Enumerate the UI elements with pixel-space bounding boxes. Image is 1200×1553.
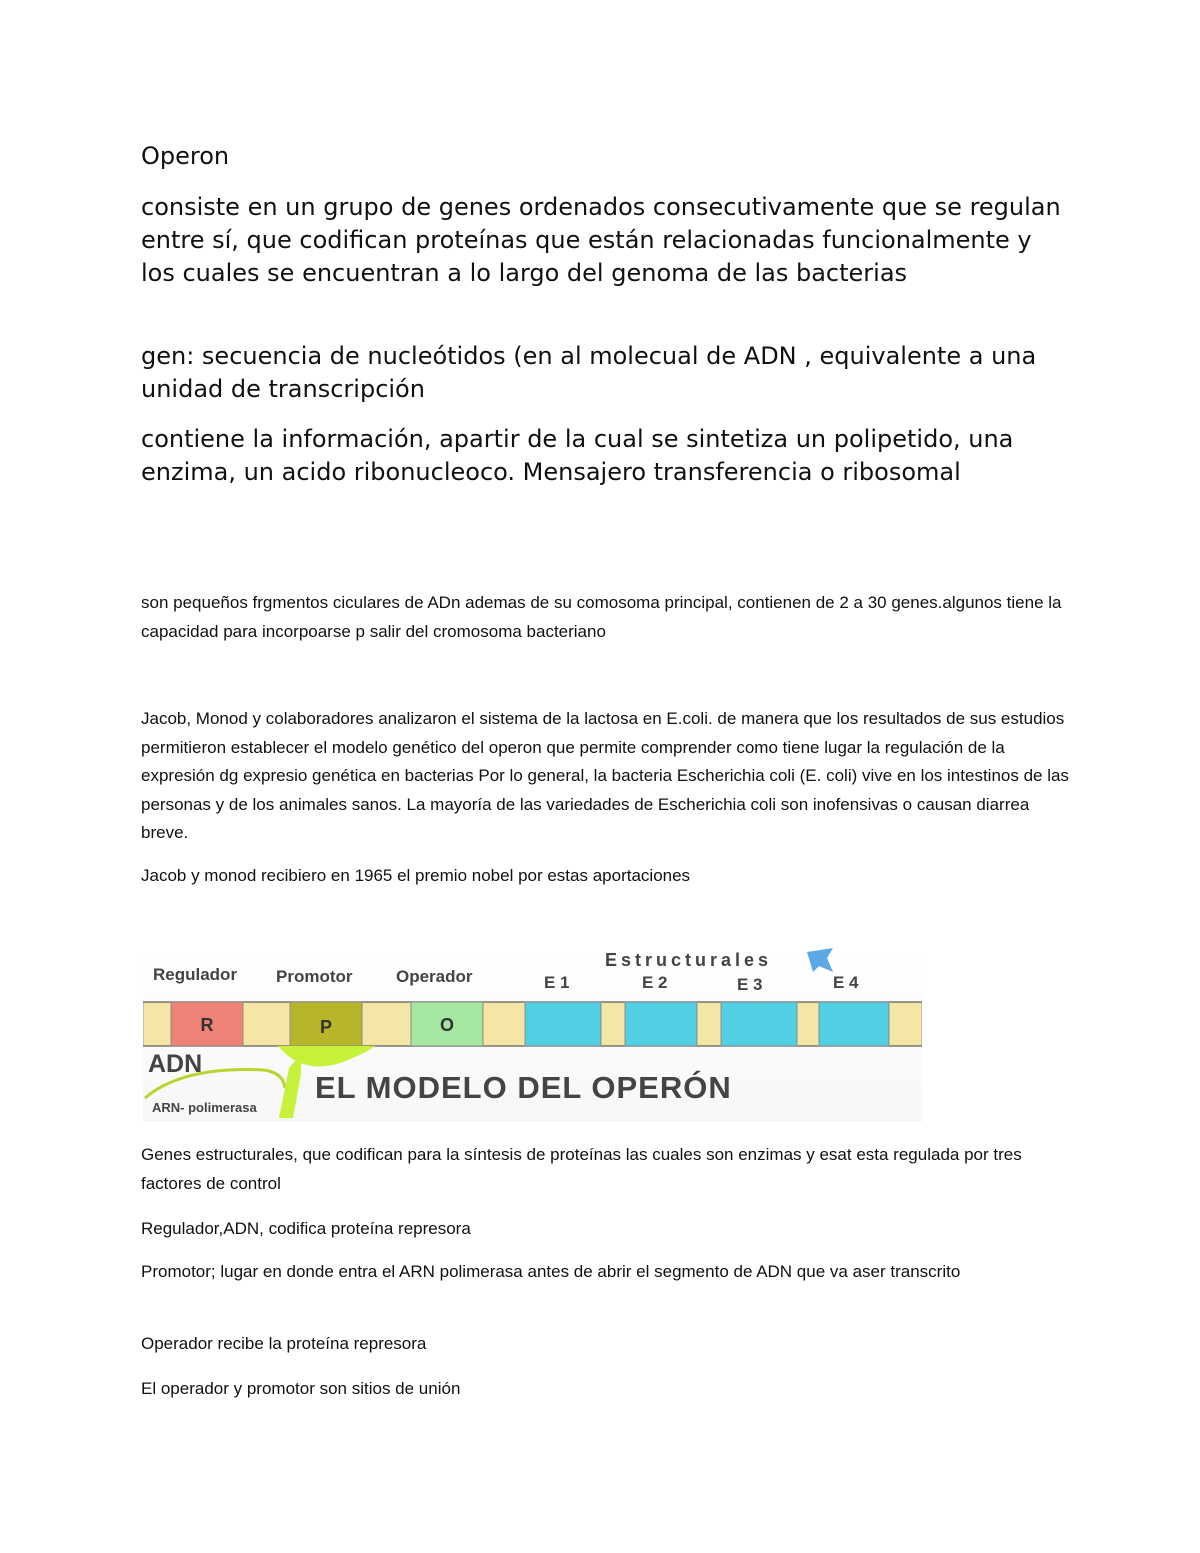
polimerasa-arrow-icon [279, 1054, 301, 1118]
label-adn: ADN [148, 1050, 203, 1078]
operon-diagram [143, 948, 922, 1122]
diagram-title: EL MODELO DEL OPERÓN [315, 1070, 732, 1105]
label-e4: E 4 [833, 973, 859, 992]
label-e1: E 1 [544, 973, 570, 992]
paragraph-intro: consiste en un grupo de genes ordenados consecutivamente que se regulan entre sí, que codifican proteínas que están relacionadas funcionalmente y los cuales se encuentran a lo largo del genoma de las bacterias [141, 193, 1061, 287]
gen-e4-box [819, 1002, 889, 1046]
gen-e1-box [525, 1002, 601, 1046]
paragraph-plasmids: son pequeños frgmentos ciculares de ADn ademas de su comosoma principal, contienen de 2 a 30 genes.algunos tiene la capacidad para incorpoarse p salir del cromosoma bacteriano [141, 593, 1062, 641]
paragraph-operator: Operador recibe la proteína represora [141, 1334, 427, 1353]
label-estructurales: Estructurales [605, 950, 773, 970]
label-e2: E 2 [642, 973, 668, 992]
gen-e3-box [721, 1002, 797, 1046]
label-operador: Operador [396, 967, 473, 986]
paragraph-nobel: Jacob y monod recibiero en 1965 el premio nobel por estas aportaciones [141, 866, 691, 885]
box-letter-p: P [319, 1017, 333, 1037]
arn-polimerasa-shape [278, 1046, 375, 1066]
estructurales-arrow-icon [807, 948, 833, 972]
paragraph-regulator: Regulador,ADN, codifica proteína represora [141, 1219, 471, 1238]
paragraph-gen-content: contiene la información, apartir de la cual se sintetiza un polipetido, una enzima, un acido ribonucleoco. Mensajero transferencia o ribosomal [141, 425, 1014, 486]
label-regulador: Regulador [153, 965, 238, 984]
paragraph-binding-sites: El operador y promotor son sitios de unión [141, 1379, 461, 1398]
page-title: Operon [141, 142, 230, 170]
box-letter-r: R [200, 1015, 214, 1035]
paragraph-promoter: Promotor; lugar en donde entra el ARN polimerasa antes de abrir el segmento de ADN que va aser transcrito [141, 1262, 961, 1281]
gen-e2-box [625, 1002, 697, 1046]
label-promotor: Promotor [276, 967, 353, 986]
label-arn-polimerasa: ARN- polimerasa [152, 1100, 257, 1115]
operon-diagram-svg [143, 948, 922, 1122]
paragraph-gen-definition: gen: secuencia de nucleótidos (en al molecual de ADN , equivalente a una unidad de transcripción [141, 342, 1037, 403]
paragraph-structural-genes: Genes estructurales, que codifican para la síntesis de proteínas las cuales son enzimas y esat esta regulada por tres factores de control [141, 1145, 1022, 1193]
paragraph-jacob-monod: Jacob, Monod y colaboradores analizaron el sistema de la lactosa en E.coli. de manera que los resultados de sus estudios permitieron establecer el modelo genético del operon que permite comprender como tiene lugar la regulación de la expresión dg expresio genética en bacterias Por lo general, la bacteria Escherichia coli (E. coli) vive en los intestinos de las personas y de los animales sanos. La mayoría de las variedades de Escherichia coli son inofensivas o causan diarrea breve. [141, 709, 1069, 842]
box-letter-o: O [439, 1015, 455, 1035]
label-e3: E 3 [737, 975, 763, 994]
